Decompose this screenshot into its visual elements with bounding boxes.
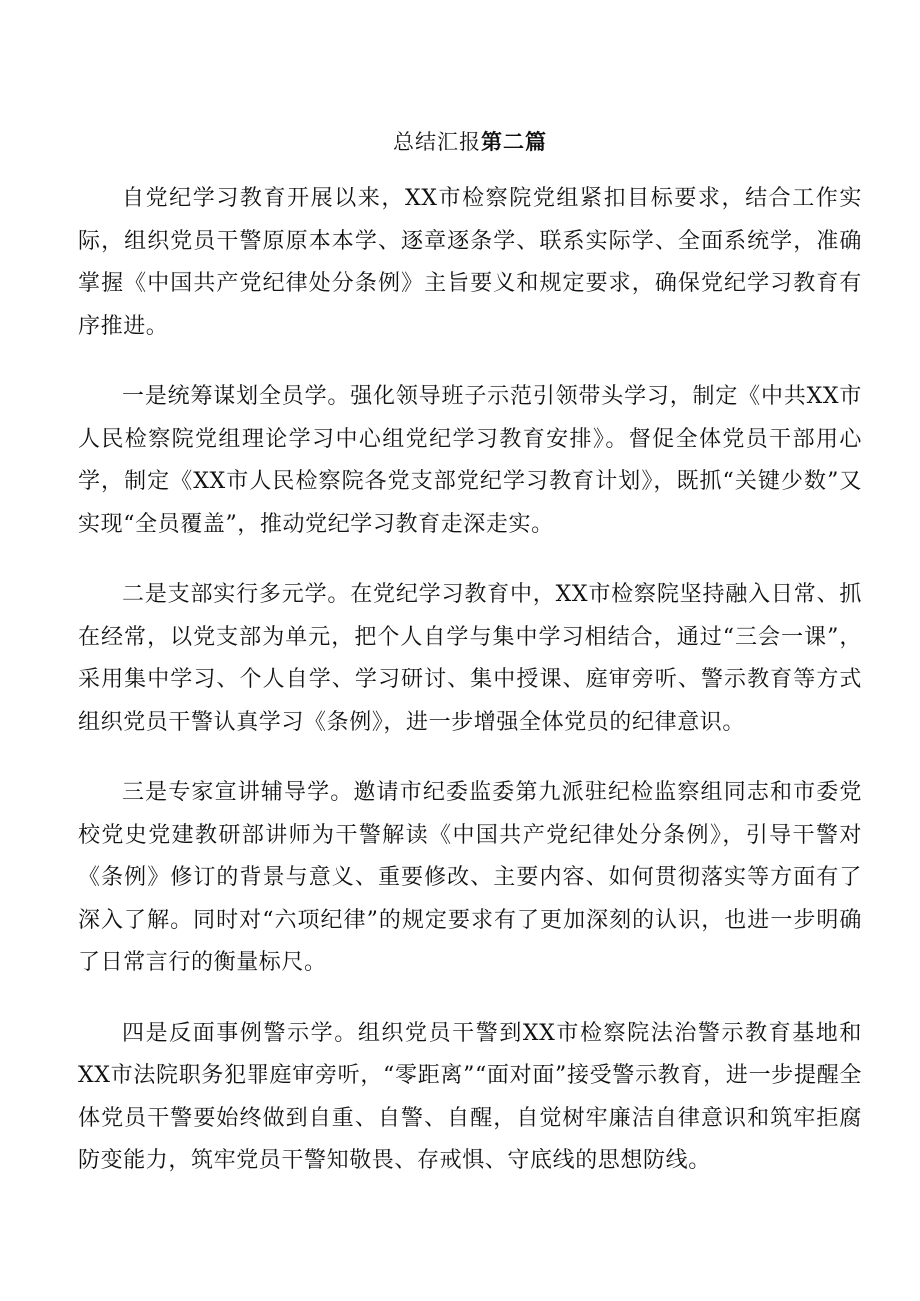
paragraph-intro: 自党纪学习教育开展以来，XX市检察院党组紧扣目标要求，结合工作实际，组织党员干警原原本本学、逐章逐条学、联系实际学、全面系统学，准确掌握《中国共产党纪律处分条例》主旨要义和规定要求，确保党纪学习教育有序推进。 (78, 186, 862, 339)
paragraph-point-1: 一是统筹谋划全员学。强化领导班子示范引领带头学习，制定《中共XX市人民检察院党组理论学习中心组党纪学习教育安排》。督促全体党员干部用心学，制定《XX市人民检察院各党支部党纪学习教育计划》，既抓“关键少数”又实现“全员覆盖”，推动党纪学习教育走深走实。 (78, 384, 862, 537)
paragraph-point-3: 三是专家宣讲辅导学。邀请市纪委监委第九派驻纪检监察组同志和市委党校党史党建教研部讲师为干警解读《中国共产党纪律处分条例》，引导干警对《条例》修订的背景与意义、重要修改、主要内容、如何贯彻落实等方面有了深入了解。同时对“六项纪律”的规定要求有了更加深刻的认识，也进一步明确了日常言行的衡量标尺。 (78, 780, 862, 975)
title-suffix: 第二篇 (481, 129, 547, 154)
paragraph-point-4: 四是反面事例警示学。组织党员干警到XX市检察院法治警示教育基地和XX市法院职务犯罪庭审旁听，“零距离”“面对面”接受警示教育，进一步提醒全体党员干警要始终做到自重、自警、自醒，自觉树牢廉洁自律意识和筑牢拒腐防变能力，筑牢党员干警知敬畏、存戒惧、守底线的思想防线。 (78, 1020, 862, 1173)
title-main: 总结汇报 (393, 130, 481, 154)
paragraph-point-2: 二是支部实行多元学。在党纪学习教育中，XX市检察院坚持融入日常、抓在经常，以党支部为单元，把个人自学与集中学习相结合，通过“三会一课”，采用集中学习、个人自学、学习研讨、集中授课、庭审旁听、警示教育等方式组织党员干警认真学习《条例》，进一步增强全体党员的纪律意识。 (78, 582, 862, 735)
document-title (78, 124, 862, 160)
